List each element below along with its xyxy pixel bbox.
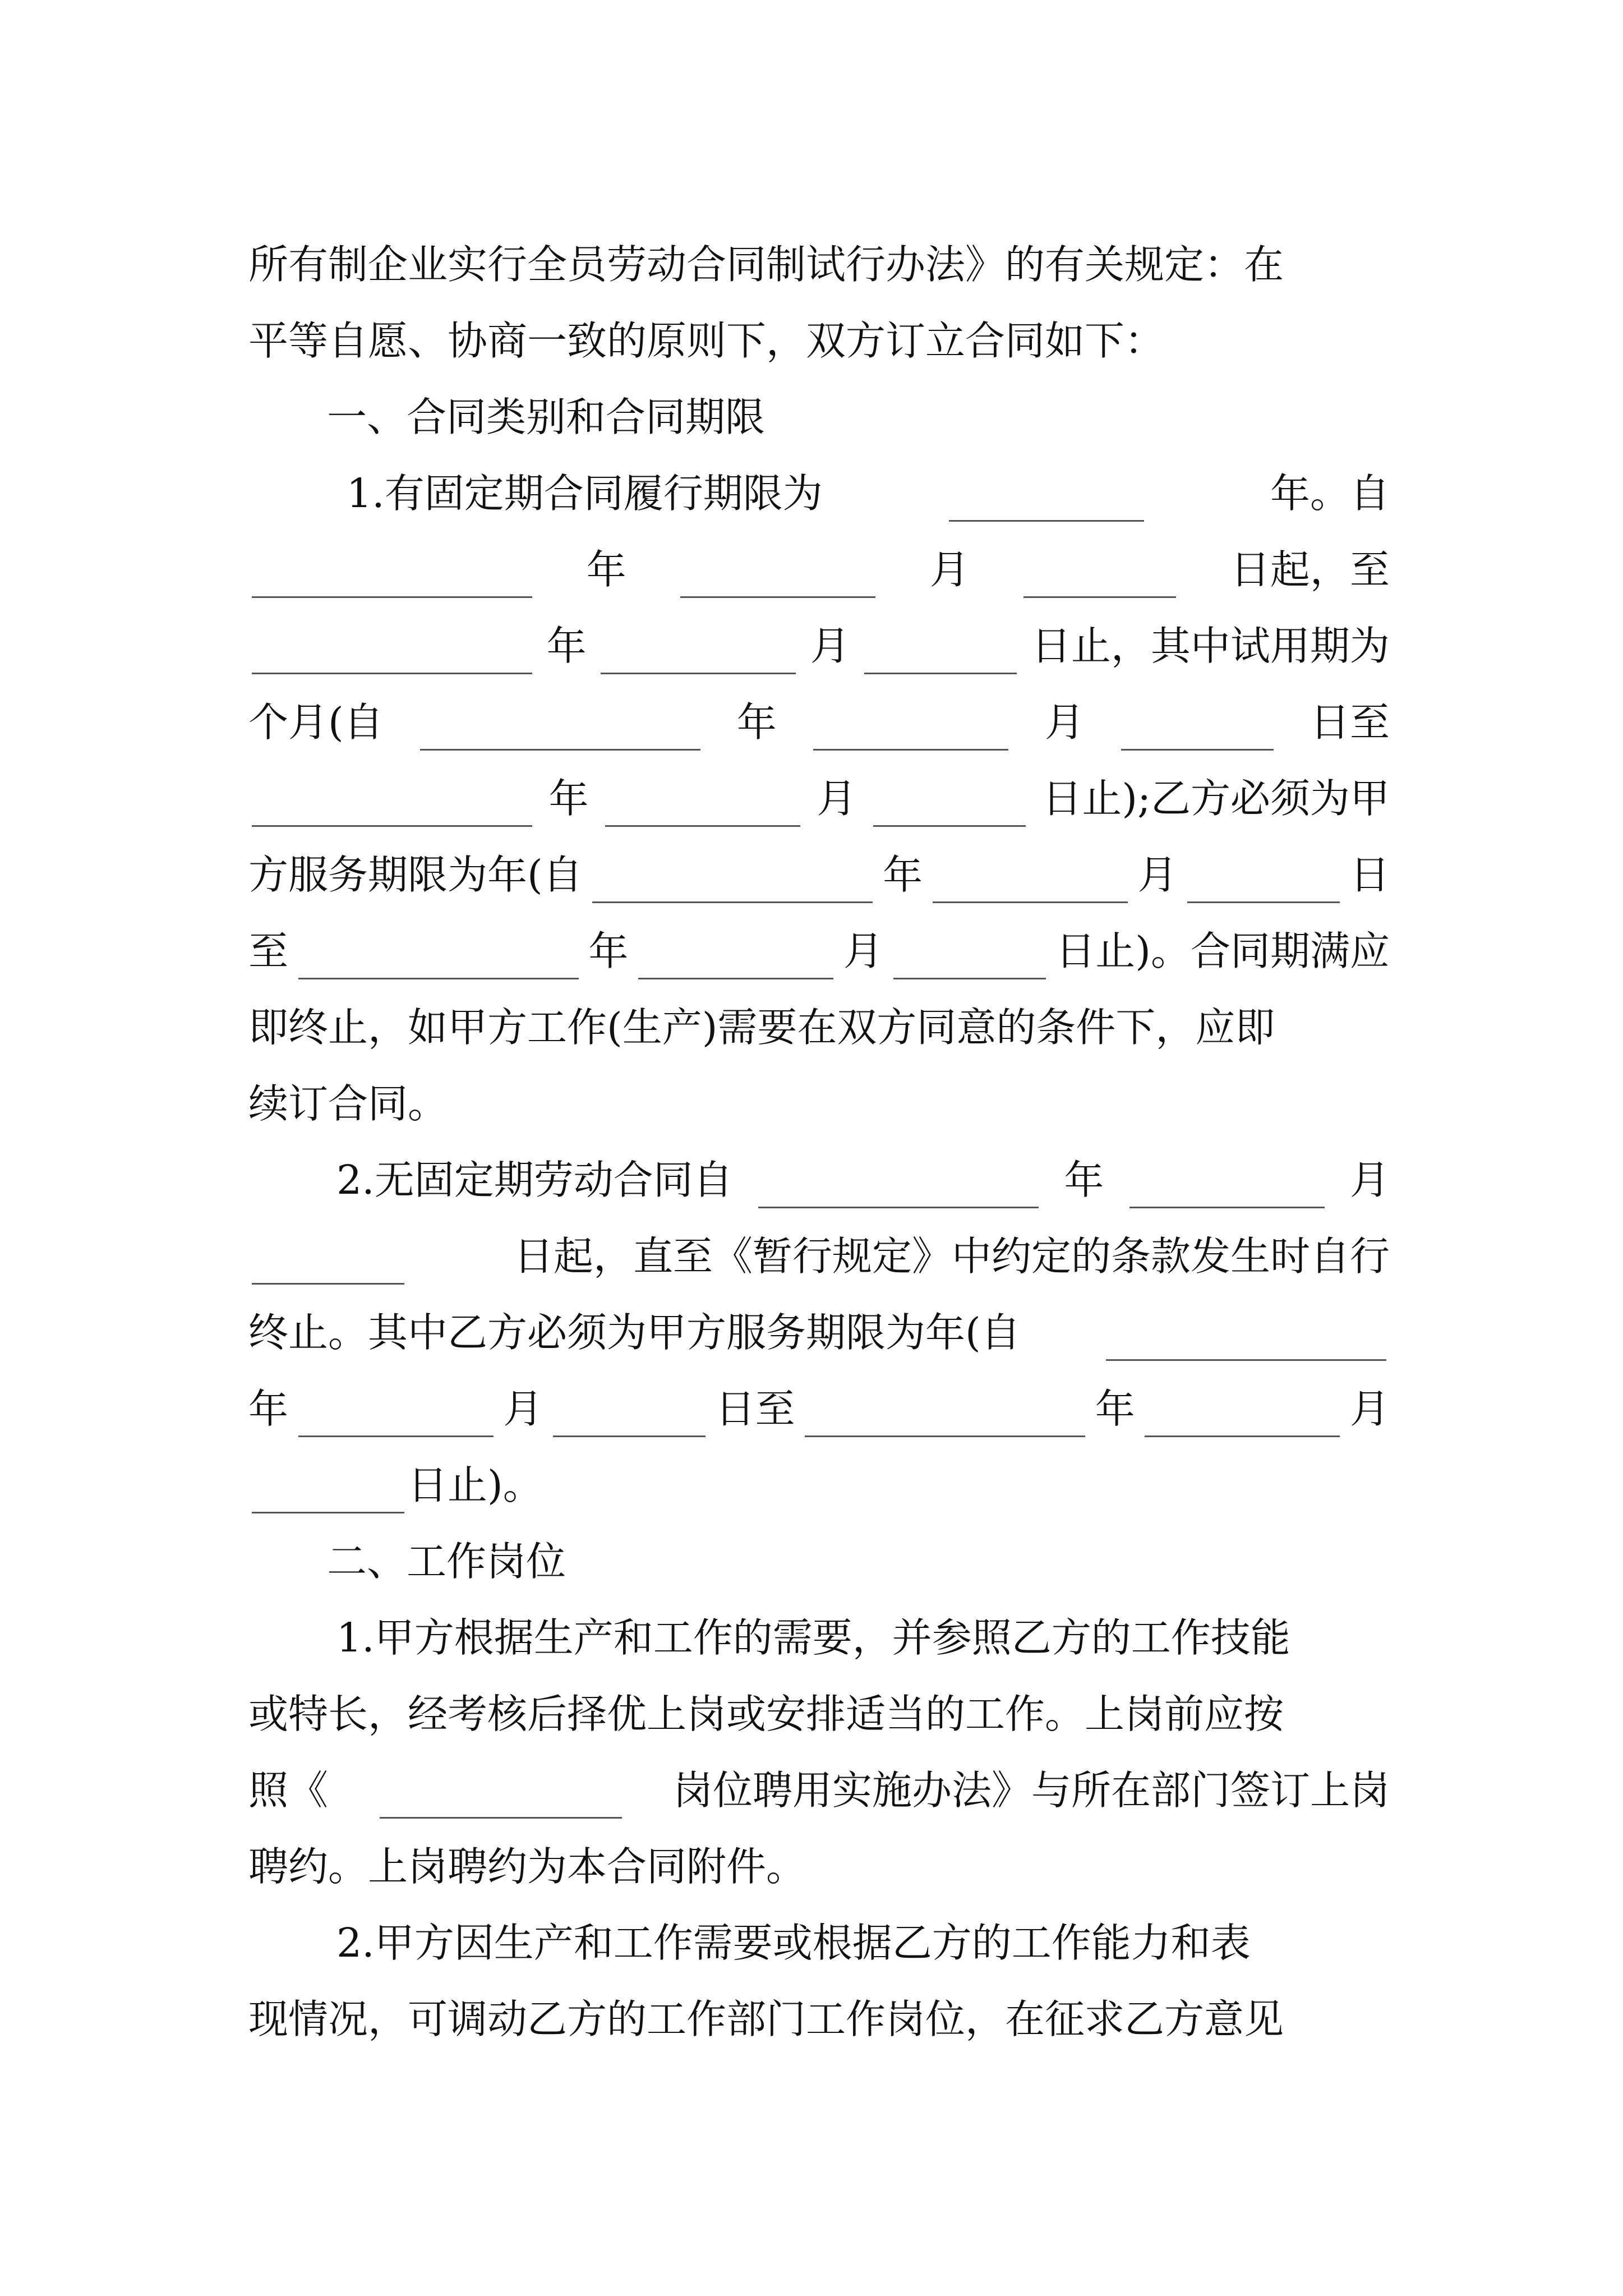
blank-field[interactable] bbox=[873, 783, 1026, 827]
text: 日至 bbox=[715, 1386, 795, 1432]
clause-1-2-line-e bbox=[248, 1437, 1390, 1513]
blank-field[interactable] bbox=[805, 1393, 1085, 1437]
blank-field[interactable] bbox=[813, 706, 1008, 751]
blank-field[interactable] bbox=[1129, 1164, 1325, 1208]
text: 即终止，如甲方工作(生产)需要在双方同意的条件下，应即 bbox=[248, 1004, 1275, 1051]
text: 年 bbox=[1095, 1386, 1135, 1432]
text: 日止，其中试用期为 bbox=[1031, 623, 1390, 669]
text: 现情况，可调动乙方的工作部门工作岗位，在征求乙方意见 bbox=[248, 1996, 1284, 2042]
blank-field[interactable] bbox=[553, 1393, 706, 1437]
blank-field[interactable] bbox=[252, 630, 532, 674]
clause-1-2-line-b bbox=[248, 1208, 1390, 1285]
text: 2.无固定期劳动合同自 bbox=[336, 1157, 733, 1203]
blank-field[interactable] bbox=[252, 783, 532, 827]
blank-field[interactable] bbox=[252, 554, 532, 598]
blank-field[interactable] bbox=[864, 630, 1017, 674]
blank-field[interactable] bbox=[758, 1164, 1039, 1208]
text: 照《 bbox=[248, 1767, 329, 1814]
text: 终止。其中乙方必须为甲方服务期限为年(自 bbox=[248, 1309, 1021, 1356]
blank-field[interactable] bbox=[1187, 859, 1340, 903]
text: 1.有固定期合同履行期限为 bbox=[347, 470, 823, 517]
text: 月 bbox=[843, 928, 883, 974]
text: 至 bbox=[248, 928, 289, 974]
blank-field[interactable] bbox=[638, 935, 833, 979]
clause-1-2-line-c bbox=[248, 1285, 1390, 1361]
blank-field[interactable] bbox=[592, 859, 873, 903]
clause-1-1-line-i bbox=[248, 1056, 1390, 1132]
blank-field[interactable] bbox=[1023, 554, 1176, 598]
clause-2-2-line-2 bbox=[248, 1971, 1390, 2047]
clause-2-1-line-2 bbox=[248, 1666, 1390, 1742]
blank-field[interactable] bbox=[601, 630, 796, 674]
clause-2-1-line-4 bbox=[248, 1819, 1390, 1895]
text: 聘约。上岗聘约为本合同附件。 bbox=[248, 1843, 806, 1890]
document-page bbox=[248, 217, 1390, 2047]
clause-1-1-line-b bbox=[248, 522, 1390, 598]
text: 月 bbox=[1349, 1386, 1390, 1432]
text: 日止);乙方必须为甲 bbox=[1042, 775, 1390, 822]
blank-field[interactable] bbox=[380, 1774, 622, 1819]
blank-field[interactable] bbox=[1121, 706, 1274, 751]
blank-field[interactable] bbox=[1106, 1317, 1386, 1361]
blank-field[interactable] bbox=[1145, 1393, 1340, 1437]
text: 日起，至 bbox=[1230, 546, 1390, 593]
text: 日止)。合同期满应 bbox=[1055, 928, 1390, 974]
clause-1-1-line-e bbox=[248, 751, 1390, 827]
text: 年 bbox=[586, 546, 626, 593]
intro-line-1 bbox=[248, 217, 1390, 293]
section-heading-1 bbox=[248, 369, 1390, 445]
blank-field[interactable] bbox=[298, 935, 579, 979]
text: 年 bbox=[1064, 1157, 1104, 1203]
text: 年。自 bbox=[1270, 470, 1390, 517]
text: 月 bbox=[503, 1386, 543, 1432]
section-title: 二、工作岗位 bbox=[327, 1538, 566, 1585]
text: 岗位聘用实施办法》与所在部门签订上岗 bbox=[672, 1767, 1390, 1814]
blank-field[interactable] bbox=[420, 706, 700, 751]
text: 日至 bbox=[1310, 699, 1390, 746]
clause-1-1-line-g bbox=[248, 903, 1390, 979]
text: 平等自愿、协商一致的原则下，双方订立合同如下： bbox=[248, 318, 1165, 364]
blank-field[interactable] bbox=[933, 859, 1128, 903]
text: 日止)。 bbox=[408, 1462, 543, 1508]
text: 月 bbox=[1137, 852, 1178, 898]
text: 续订合同。 bbox=[248, 1080, 448, 1127]
blank-field[interactable] bbox=[680, 554, 875, 598]
clause-1-1-line-h bbox=[248, 979, 1390, 1056]
text: 1.甲方根据生产和工作的需要，并参照乙方的工作技能 bbox=[336, 1614, 1290, 1661]
text: 方服务期限为年(自 bbox=[248, 852, 583, 898]
clause-1-1-line-a bbox=[248, 445, 1390, 522]
text: 月 bbox=[1044, 699, 1085, 746]
clause-1-1-line-f bbox=[248, 827, 1390, 903]
text: 月 bbox=[817, 775, 857, 822]
intro-line-2 bbox=[248, 293, 1390, 369]
blank-field[interactable] bbox=[252, 1240, 404, 1285]
text: 所有制企业实行全员劳动合同制试行办法》的有关规定：在 bbox=[248, 241, 1284, 288]
blank-field[interactable] bbox=[298, 1393, 494, 1437]
text: 年 bbox=[736, 699, 777, 746]
clause-1-1-line-c bbox=[248, 598, 1390, 674]
section-heading-2 bbox=[248, 1513, 1390, 1590]
clause-2-1-line-3 bbox=[248, 1742, 1390, 1819]
text: 年 bbox=[548, 775, 589, 822]
text: 月 bbox=[810, 623, 850, 669]
text: 年 bbox=[546, 623, 587, 669]
blank-field[interactable] bbox=[893, 935, 1046, 979]
clause-1-1-line-d bbox=[248, 674, 1390, 751]
clause-1-2-line-d bbox=[248, 1361, 1390, 1437]
blank-field[interactable] bbox=[252, 1469, 404, 1513]
text: 或特长，经考核后择优上岗或安排适当的工作。上岗前应按 bbox=[248, 1691, 1284, 1737]
blank-field[interactable] bbox=[949, 477, 1144, 522]
text: 年 bbox=[588, 928, 629, 974]
text: 月 bbox=[1349, 1157, 1390, 1203]
text: 年 bbox=[248, 1386, 289, 1432]
text: 2.甲方因生产和工作需要或根据乙方的工作能力和表 bbox=[336, 1920, 1251, 1966]
clause-2-1-line-1 bbox=[248, 1590, 1390, 1666]
text: 个月(自 bbox=[248, 699, 384, 746]
blank-field[interactable] bbox=[605, 783, 800, 827]
text: 日 bbox=[1349, 852, 1390, 898]
text: 年 bbox=[883, 852, 923, 898]
clause-1-2-line-a bbox=[248, 1132, 1390, 1208]
text: 日起，直至《暂行规定》中约定的条款发生时自行 bbox=[513, 1233, 1390, 1280]
section-title: 一、合同类别和合同期限 bbox=[327, 394, 766, 440]
text: 月 bbox=[929, 546, 970, 593]
clause-2-2-line-1 bbox=[248, 1895, 1390, 1971]
